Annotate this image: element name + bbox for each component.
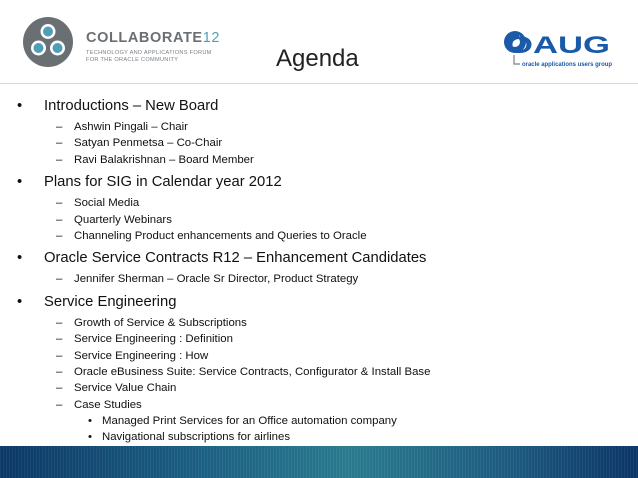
agenda-section	[0, 291, 638, 315]
agenda-subitem	[0, 212, 638, 228]
dash-marker: –	[56, 316, 63, 329]
bullet-marker: •	[17, 174, 23, 191]
agenda-subitem	[0, 228, 638, 244]
collaborate-trefoil-logo-icon	[22, 16, 74, 68]
page-title: Agenda	[276, 45, 359, 72]
agenda-subitem-text: Social Media	[74, 197, 140, 210]
collaborate-tagline	[86, 50, 212, 65]
agenda-subitem-text: Satyan Penmetsa – Co-Chair	[74, 137, 223, 150]
agenda-subitem	[0, 195, 638, 211]
header-divider	[0, 83, 638, 84]
agenda-subitem-text: Service Engineering : Definition	[74, 333, 233, 346]
dash-marker: –	[56, 197, 63, 210]
footer-band	[0, 446, 638, 478]
agenda-case-study	[0, 413, 638, 429]
collaborate-tagline-line-2: FOR THE ORACLE COMMUNITY	[86, 57, 179, 64]
agenda-section	[0, 171, 638, 195]
collaborate-number: 12	[202, 30, 221, 46]
bullet-marker: •	[17, 98, 23, 114]
agenda-section	[0, 95, 638, 119]
agenda-subitem	[0, 331, 638, 347]
agenda-subitem-text: Service Engineering : How	[74, 349, 209, 362]
dash-marker: –	[56, 121, 63, 133]
agenda-case-study	[0, 429, 638, 445]
agenda-subitem-text: Case Studies	[74, 398, 142, 411]
agenda-subitem-text: Service Value Chain	[74, 382, 177, 395]
agenda-subitem	[0, 397, 638, 413]
agenda-subitem-text: Growth of Service & Subscriptions	[74, 316, 247, 329]
agenda-section-title: Plans for SIG in Calendar year 2012	[44, 174, 282, 191]
agenda-list	[0, 95, 638, 462]
dash-marker: –	[56, 333, 63, 346]
dash-marker: –	[56, 229, 63, 242]
oaug-tagline: oracle applications users group	[522, 61, 612, 68]
agenda-section-title: Introductions – New Board	[44, 98, 219, 114]
collaborate-wordmark	[86, 30, 220, 46]
agenda-section-title: Service Engineering	[44, 293, 177, 310]
dash-marker: –	[56, 398, 63, 411]
agenda-subitem-text: Channeling Product enhancements and Queries to Oracle	[74, 229, 367, 242]
agenda-subitem	[0, 348, 638, 364]
bullet-marker: •	[17, 293, 23, 310]
bullet-marker: •	[88, 415, 92, 428]
agenda-subitem-text: Oracle eBusiness Suite: Service Contracts, Configurator & Install Base	[74, 365, 431, 378]
dash-marker: –	[56, 153, 63, 166]
agenda-case-study-text: Managed Print Services for an Office automation company	[102, 415, 397, 428]
dash-marker: –	[56, 273, 63, 286]
oaug-name: OAUG	[506, 32, 610, 59]
dash-marker: –	[56, 365, 63, 378]
agenda-subitem-text: Ashwin Pingali – Chair	[74, 121, 188, 133]
agenda-section	[0, 247, 638, 271]
agenda-subitem	[0, 119, 638, 135]
agenda-subitem	[0, 271, 638, 287]
agenda-subitem	[0, 364, 638, 380]
agenda-subitem-text: Jennifer Sherman – Oracle Sr Director, Product Strategy	[74, 273, 359, 286]
bullet-marker: •	[88, 431, 92, 444]
agenda-subitem	[0, 380, 638, 396]
agenda-subitem	[0, 315, 638, 331]
agenda-subitem-text: Quarterly Webinars	[74, 213, 172, 226]
agenda-subitem	[0, 135, 638, 151]
dash-marker: –	[56, 349, 63, 362]
agenda-subitem-text: Ravi Balakrishnan – Board Member	[74, 153, 254, 166]
collaborate-tagline-line-1: TECHNOLOGY AND APPLICATIONS FORUM	[86, 50, 212, 56]
dash-marker: –	[56, 137, 63, 150]
bullet-marker: •	[17, 250, 23, 267]
collaborate-name: COLLABORATE	[86, 30, 203, 46]
agenda-subitem	[0, 152, 638, 168]
dash-marker: –	[56, 382, 63, 395]
footer-texture	[0, 446, 638, 478]
dash-marker: –	[56, 213, 63, 226]
agenda-case-study-text: Navigational subscriptions for airlines	[102, 431, 291, 444]
slide-header	[0, 0, 638, 80]
agenda-section-title: Oracle Service Contracts R12 – Enhancement Candidates	[44, 250, 427, 267]
oaug-wordmark-logo-icon	[502, 28, 614, 72]
